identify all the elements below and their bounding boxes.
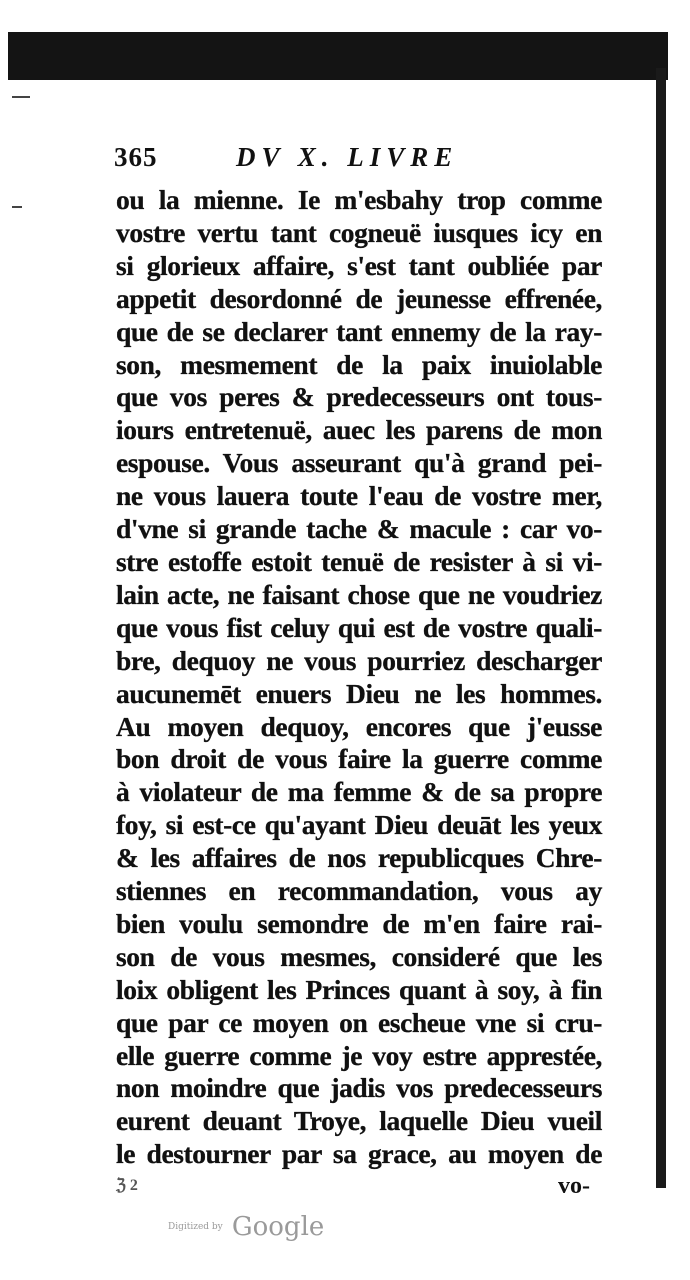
text-line: foy, si est-ce qu'ayant Dieu deuāt les yeux xyxy=(116,809,602,841)
google-logo: Google xyxy=(231,1212,325,1242)
text-line: que par ce moyen on escheue vne si cru- xyxy=(116,1006,602,1038)
body-text xyxy=(104,184,604,1171)
text-line: eurent deuant Troye, laquelle Dieu vueil xyxy=(116,1105,602,1137)
text-line: ou la mienne. Ie m'esbahy trop comme xyxy=(116,184,602,215)
text-line: son, mesmement de la paix inuiolable xyxy=(116,348,602,380)
book-page xyxy=(104,140,604,1205)
text-line: iours entretenuë, auec les parens de mon xyxy=(116,414,602,446)
text-line: d'vne si grande tache & macule : car vo- xyxy=(116,513,602,545)
catchword: vo- xyxy=(558,1173,590,1200)
text-line: Au moyen dequoy, encores que j'eusse xyxy=(116,710,602,742)
text-line: & les affaires de nos republicques Chre- xyxy=(116,842,602,874)
text-line: loix obligent les Princes quant à soy, à fin xyxy=(116,973,602,1005)
text-line: vostre vertu tant cogneuë iusques icy en xyxy=(116,216,602,248)
text-line: que vos peres & predecesseurs ont tous- xyxy=(116,381,602,413)
text-line: appetit desordonné de jeunesse effrenée, xyxy=(116,282,602,314)
text-line: le destourner par sa grace, au moyen de xyxy=(116,1138,602,1170)
text-line: à violateur de ma femme & de sa propre xyxy=(116,776,602,808)
scan-left-mark xyxy=(12,206,22,208)
text-line: bon droit de vous faire la guerre comme xyxy=(116,743,602,775)
text-line: que de se declarer tant ennemy de la ray- xyxy=(116,315,602,347)
text-line: lain acte, ne faisant chose que ne voudriez xyxy=(116,578,602,610)
text-line: aucunemēt enuers Dieu ne les hommes. xyxy=(116,677,602,709)
scan-top-bar xyxy=(8,32,668,80)
digitized-by-label: Digitized by xyxy=(168,1222,223,1232)
text-line: stre estoffe estoit tenuë de resister à si vi- xyxy=(116,545,602,577)
page-number: 365 xyxy=(114,142,158,172)
text-line: si glorieux affaire, s'est tant oubliée par xyxy=(116,249,602,281)
text-line: ne vous lauera toute l'eau de vostre mer, xyxy=(116,480,602,512)
signature-mark: ℨ 2 xyxy=(116,1177,138,1195)
text-line: son de vous mesmes, consideré que les xyxy=(116,940,602,972)
text-line: non moindre que jadis vos predecesseurs xyxy=(116,1072,602,1104)
text-line: elle guerre comme je voy estre apprestée, xyxy=(116,1039,602,1071)
page-footer xyxy=(116,1171,602,1205)
text-line: bre, dequoy ne vous pourriez descharger xyxy=(116,644,602,676)
running-title: DV X. LIVRE xyxy=(236,142,459,172)
scan-left-mark xyxy=(12,96,30,98)
google-watermark xyxy=(168,1212,324,1242)
scan-right-edge xyxy=(656,68,666,1188)
running-header xyxy=(104,140,604,182)
text-line: que vous fist celuy qui est de vostre quali- xyxy=(116,611,602,643)
text-line: espouse. Vous asseurant qu'à grand pei- xyxy=(116,447,602,479)
text-line: bien voulu semondre de m'en faire rai- xyxy=(116,907,602,939)
text-line: stiennes en recommandation, vous ay xyxy=(116,875,602,907)
